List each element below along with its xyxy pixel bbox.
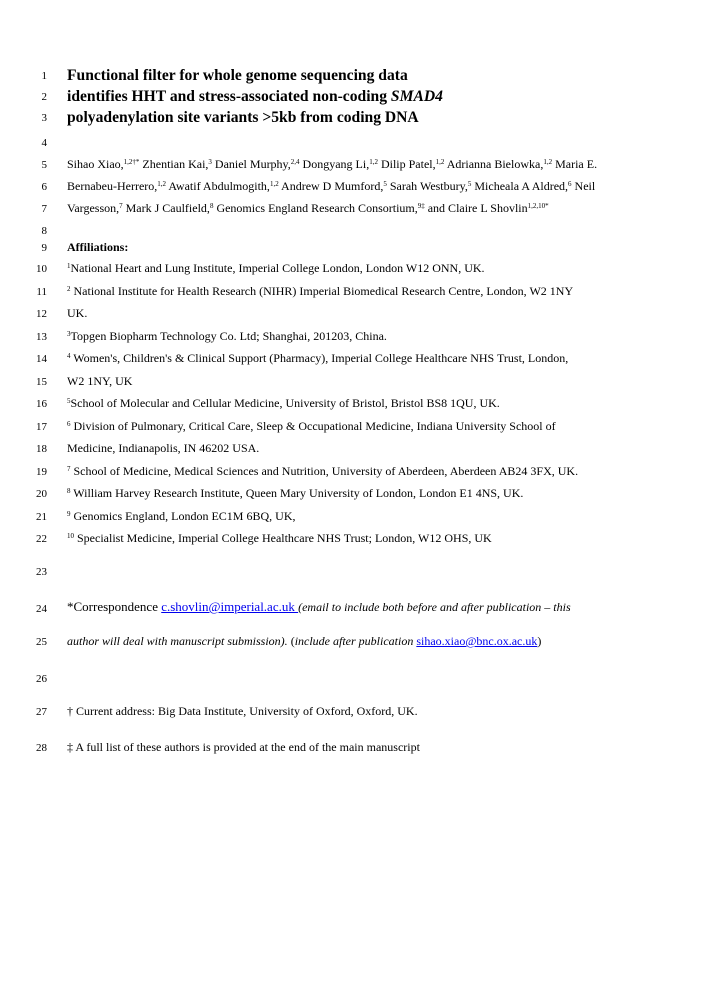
line-number: 19	[36, 466, 47, 478]
affiliation-number: 6	[67, 420, 71, 428]
line-number: 13	[36, 331, 47, 343]
author-name: Vargesson,	[67, 201, 120, 215]
affiliation-text: Division of Pulmonary, Critical Care, Sleep & Occupational Medicine, Indiana University School of	[70, 419, 556, 433]
author-line	[67, 157, 681, 171]
line-number: 25	[36, 636, 47, 648]
affiliation-text: W2 1NY, UK	[67, 374, 133, 388]
affiliation-item	[67, 441, 681, 455]
author-name: Sihao Xiao,	[67, 157, 124, 171]
affiliation-item	[67, 531, 681, 545]
author-name: Mark J Caulfield,	[122, 201, 210, 215]
affiliation-item	[67, 284, 681, 298]
correspondence-paren-open: (	[287, 634, 295, 648]
affiliation-text: National Institute for Health Research (NIHR) Imperial Biomedical Research Centre, London, W2 1NY	[70, 284, 574, 298]
author-name: Bernabeu-Herrero,	[67, 179, 158, 193]
affiliation-text: School of Medicine, Medical Sciences and Nutrition, University of Aberdeen, Aberdeen AB24 3FX, UK.	[70, 464, 579, 478]
line-number: 2	[41, 91, 47, 103]
affiliation-number: 2	[67, 285, 71, 293]
line-number: 23	[36, 566, 47, 578]
correspondence-paren-close: )	[537, 634, 542, 648]
affiliation-text: School of Molecular and Cellular Medicine, University of Bristol, Bristol BS8 1QU, UK.	[70, 396, 500, 410]
title-line-2	[67, 88, 681, 106]
line-number: 12	[36, 308, 47, 320]
affiliation-number: 8	[67, 487, 71, 495]
affiliations-heading: Affiliations:	[67, 240, 129, 254]
correspondence-label: *Correspondence	[67, 599, 162, 614]
author-name: Genomics England Research Consortium,	[213, 201, 418, 215]
affiliation-number: 3	[67, 330, 71, 338]
author-line	[67, 201, 681, 215]
author-name: Sarah Westbury,	[386, 179, 468, 193]
correspondence-email-link[interactable]: c.shovlin@imperial.ac.uk	[161, 599, 299, 614]
affiliation-item	[67, 261, 681, 275]
affiliation-item	[67, 396, 681, 410]
author-name: Adrianna Bielowka,	[444, 157, 544, 171]
author-name: Neil	[571, 179, 596, 193]
title-line-2-text: identifies HHT and stress-associated non-coding	[67, 88, 391, 105]
affiliation-number: 7	[67, 465, 71, 473]
line-number: 14	[36, 353, 47, 365]
line-number: 16	[36, 398, 47, 410]
line-number: 27	[36, 706, 47, 718]
affiliation-item	[67, 351, 681, 365]
author-name: Dilip Patel,	[377, 157, 436, 171]
author-affiliation-sup: 5	[383, 180, 387, 188]
author-affiliation-sup: 6	[568, 180, 572, 188]
line-number: 11	[36, 286, 47, 298]
line-number: 7	[41, 203, 47, 215]
affiliation-text: UK.	[67, 306, 88, 320]
correspondence-line-2	[67, 634, 681, 648]
author-name: Daniel Murphy,	[211, 157, 291, 171]
affiliation-item	[67, 374, 681, 388]
line-number: 26	[36, 673, 47, 685]
correspondence-note: include after publication	[294, 634, 414, 648]
line-number: 9	[41, 242, 47, 254]
affiliation-text: Genomics England, London EC1M 6BQ, UK,	[70, 509, 296, 523]
line-number: 8	[41, 225, 47, 237]
line-number: 3	[41, 112, 47, 124]
author-name: Dongyang Li,	[299, 157, 370, 171]
line-number: 21	[36, 511, 47, 523]
author-name: Awatif Abdulmogith,	[166, 179, 270, 193]
affiliation-text: Topgen Biopharm Technology Co. Ltd; Shanghai, 201203, China.	[70, 329, 387, 343]
author-line	[67, 179, 681, 193]
line-number: 18	[36, 443, 47, 455]
line-number: 4	[41, 137, 47, 149]
author-affiliation-sup: 9‡	[417, 202, 425, 210]
author-affiliation-sup: 1,2,10*	[527, 202, 549, 210]
affiliation-number: 1	[67, 262, 71, 270]
secondary-email-link[interactable]: sihao.xiao@bnc.ox.ac.uk	[416, 634, 538, 648]
affiliation-item	[67, 329, 681, 343]
correspondence-line-1	[67, 600, 681, 614]
affiliation-item	[67, 486, 681, 500]
affiliation-number: 5	[67, 397, 71, 405]
author-affiliation-sup: 3	[208, 158, 212, 166]
line-number: 1	[41, 70, 47, 82]
affiliation-text: National Heart and Lung Institute, Imperial College London, London W12 ONN, UK.	[70, 261, 485, 275]
author-affiliation-sup: 8	[209, 202, 214, 210]
author-affiliation-sup: 1,2	[435, 158, 445, 166]
line-number: 24	[36, 603, 47, 615]
correspondence-note: (email to include both before and after publication – this	[298, 600, 571, 614]
affiliation-item	[67, 419, 681, 433]
line-number: 17	[36, 421, 47, 433]
author-affiliation-sup: 7	[119, 202, 123, 210]
affiliation-item	[67, 464, 681, 478]
affiliation-text: Women's, Children's & Clinical Support (Pharmacy), Imperial College Healthcare NHS Trust, London,	[70, 351, 569, 365]
correspondence-note: author will deal with manuscript submission).	[67, 634, 288, 648]
affiliation-text: Specialist Medicine, Imperial College Healthcare NHS Trust; London, W12 OHS, UK	[74, 531, 492, 545]
current-address-note: † Current address: Big Data Institute, University of Oxford, Oxford, UK.	[67, 704, 418, 718]
author-name: and Claire L Shovlin	[424, 201, 528, 215]
author-name: Andrew D Mumford,	[278, 179, 384, 193]
consortium-list-note: ‡ A full list of these authors is provided at the end of the main manuscript	[67, 740, 420, 754]
title-line-1: Functional filter for whole genome sequencing data	[67, 67, 408, 84]
author-affiliation-sup: 2,4	[290, 158, 300, 166]
author-name: Zhentian Kai,	[139, 157, 209, 171]
affiliation-item	[67, 509, 681, 523]
author-affiliation-sup: 1,2	[269, 180, 279, 188]
affiliation-number: 10	[67, 532, 74, 540]
affiliation-number: 4	[67, 352, 71, 360]
author-name: Maria E.	[552, 157, 598, 171]
affiliation-item	[67, 306, 681, 320]
line-number: 5	[41, 159, 47, 171]
author-affiliation-sup: 1,2	[157, 180, 167, 188]
affiliation-text: Medicine, Indianapolis, IN 46202 USA.	[67, 441, 260, 455]
line-number: 6	[41, 181, 47, 193]
line-number: 10	[36, 263, 47, 275]
line-number: 15	[36, 376, 47, 388]
author-affiliation-sup: 1,2	[543, 158, 553, 166]
title-gene-name: SMAD4	[390, 88, 443, 105]
line-number: 28	[36, 742, 47, 754]
line-number: 20	[36, 488, 47, 500]
author-name: Micheala A Aldred,	[471, 179, 569, 193]
affiliation-text: William Harvey Research Institute, Queen Mary University of London, London E1 4NS, UK.	[70, 486, 524, 500]
title-line-3: polyadenylation site variants >5kb from coding DNA	[67, 109, 419, 126]
author-affiliation-sup: 5	[467, 180, 472, 188]
affiliation-number: 9	[67, 510, 71, 518]
author-affiliation-sup: 1,2†*	[123, 158, 140, 166]
author-affiliation-sup: 1,2	[369, 158, 378, 166]
line-number: 22	[36, 533, 47, 545]
